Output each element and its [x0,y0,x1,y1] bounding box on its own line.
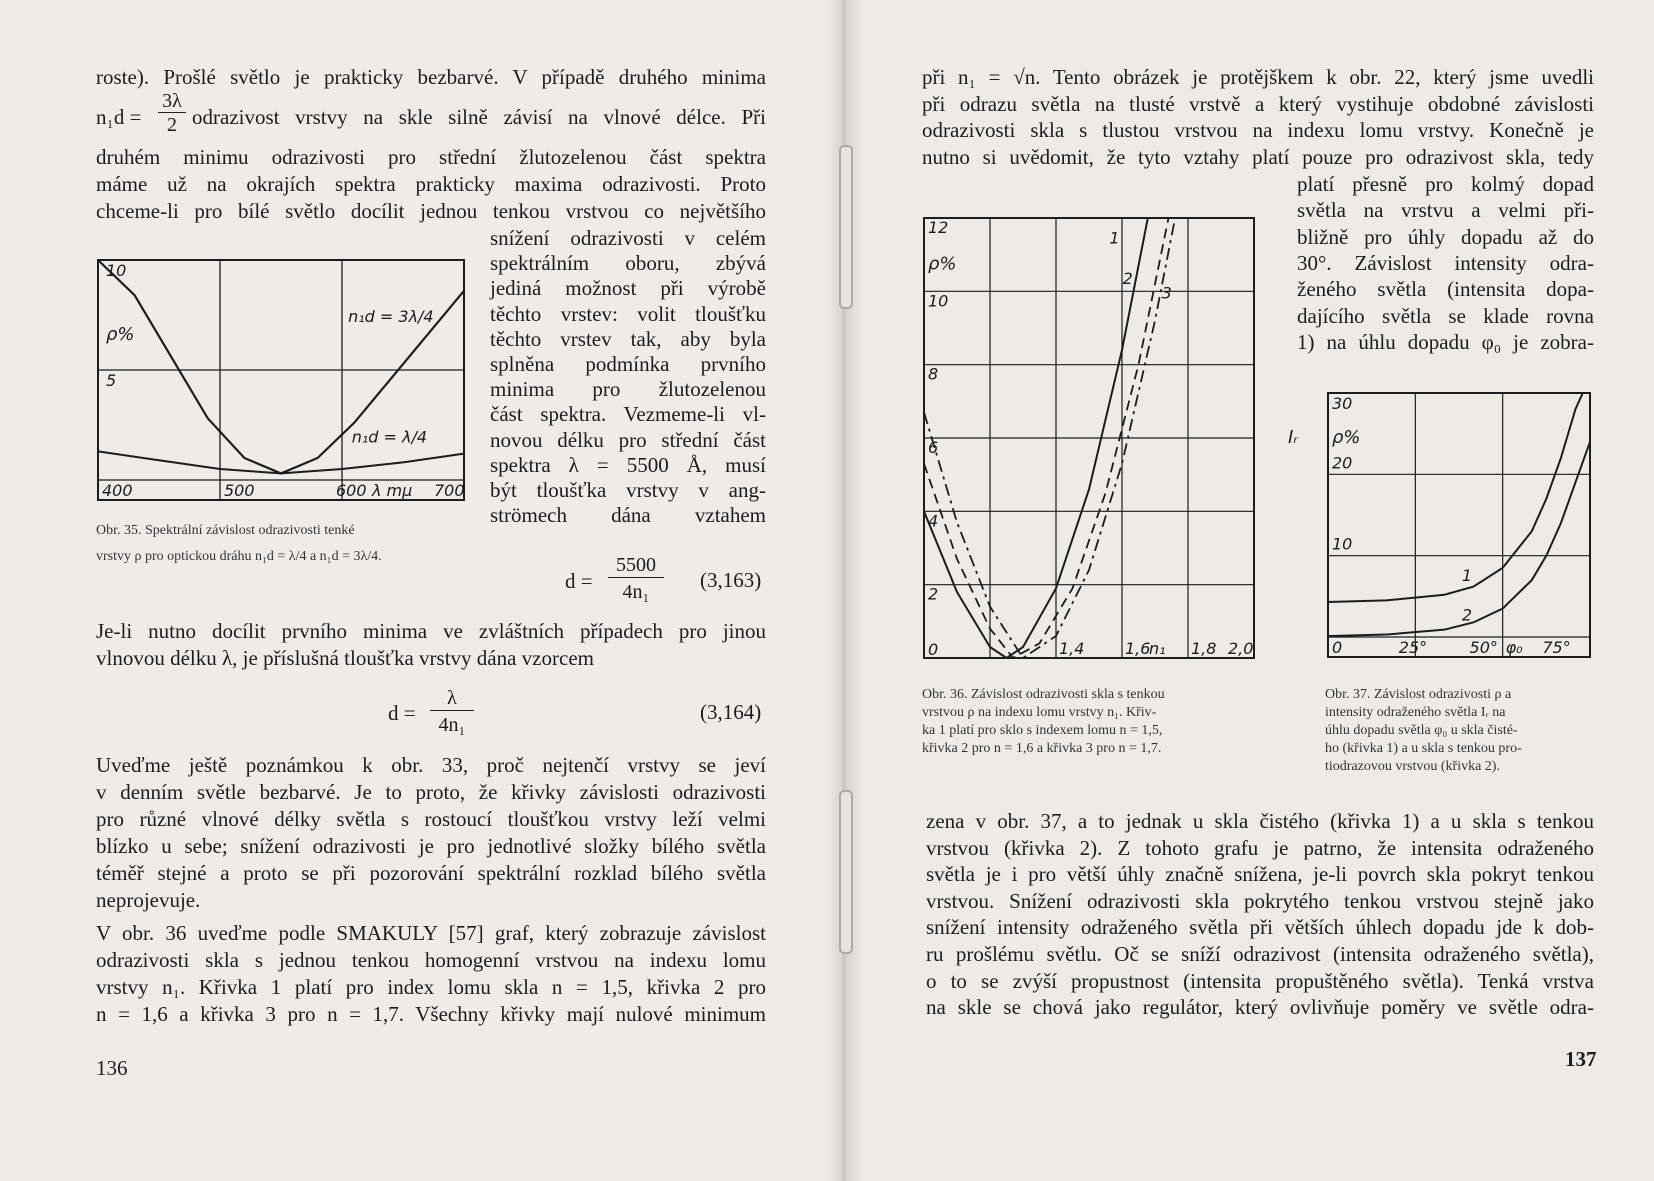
caption37-line-5: tiodrazovou vrstvou (křivka 2). [1325,759,1500,774]
para3-line-6: neprojevuje. [96,888,201,912]
caption36-line-4: křivka 2 pro n = 1,6 a křivka 3 pro n = 1,7. [922,741,1162,756]
para4-line-4: n = 1,6 a křivka 3 pro n = 1,7. Všechny křivky mají nulové minimum [96,1002,766,1026]
obr36-label-3: 3 [1161,283,1172,303]
right-para-line-1: zena v obr. 37, a to jednak u skla čistého (křivka 1) a u skla s tenkou [926,809,1594,833]
caption36-line-2: vrstvou ρ na indexu lomu vrstvy n₁. Křiv- [922,705,1157,720]
eq163-den: 4n₁ [622,581,650,603]
obr37-curve-2 [1328,442,1590,636]
obr37-curve-1 [1328,385,1590,602]
obr36-xtick-5: 2,0 [1228,639,1254,658]
obr35-label-lambda4: n₁d = λ/4 [351,427,428,447]
eq164-num: λ [430,686,474,711]
eq163-num: 5500 [608,553,664,578]
left-side-line-4: těchto vrstev: volit tloušťku [490,301,766,326]
obr36-label-2: 2 [1122,269,1133,288]
obr37-xtick-0: 0 [1332,638,1343,657]
right-para-line-3: světla je i pro větší úhly značně snížena, je-li povrch skla pokryt tenkou [926,862,1594,887]
right-para-line-4: vrstvou. Snížení odrazivosti skla pokrytého tenkou vrstvou stejně jako [926,888,1594,913]
right-top-line-3: odrazivosti skla s tlustou vrstvou na indexu lomu vrstvy. Konečně je [922,118,1594,142]
right-para-line-7: o to se zvýší propustnost (intensita propuštěného světla). Tenká vrstva [926,968,1594,993]
right-side-line-4: 30°. Závislost intensity odra- [1297,250,1594,275]
para2-line-1: Je-li nutno docílit prvního minima ve zvláštních případech pro jinou [96,619,766,643]
para2-line-2: vlnovou délku λ, je příslušná tloušťka vrstvy dána vzorcem [96,646,594,670]
caption36-line-1: Obr. 36. Závislost odrazivosti skla s tenkou [922,687,1165,702]
eq164-number: (3,164) [700,700,762,724]
left-line-3: druhém minimu odrazivosti pro střední žlutozelenou část spektra [96,145,766,169]
left-side-line-1: snížení odrazivosti v celém [490,226,766,250]
para4-line-3: vrstvy n₁. Křivka 1 platí pro index lomu skla n = 1,5, křivka 2 pro [96,975,766,999]
para3-line-5: téměř stejné a proto se při pozorování spektrální rozklad bílého světla [96,861,766,885]
obr37-label-2: 2 [1461,605,1473,625]
para3-line-4: blízko u sebe; snížení odrazivosti je pro jednotlivé složky bílého světla [96,834,766,858]
right-top-line-2: při odrazu světla na tlusté vrstvě a který vystihuje obdobné závislosti [922,91,1594,116]
left-line-1: roste). Prošlé světlo je prakticky bezbarvé. V případě druhého minima [96,65,766,89]
para4-line-2: odrazivosti skla s jednou tenkou homogenní vrstvou na indexu lomu [96,948,766,972]
obr35-label-3lambda4: n₁d = 3λ/4 [348,307,434,326]
left-side-line-3: jediná možnost při výrobě [490,276,766,301]
obr37-ytick-10: 10 [1332,534,1353,554]
right-side-line-3: bližně pro úhly dopadu až do [1297,224,1594,249]
obr36-ytick-2: 2 [928,584,939,604]
eq163-number: (3,163) [700,568,762,592]
staple-top [839,145,853,309]
right-side-line-7: 1) na úhlu dopadu φ₀ je zobra- [1297,329,1594,354]
left-side-line-5: těchto vrstev tak, aby byla [490,326,766,351]
caption36-line-3: ka 1 platí pro sklo s indexem lomu n = 1,5, [922,723,1163,738]
obr35-xtick-400: 400 [102,481,133,500]
chart-obr36 [910,212,1262,672]
obr35-xlabel: λ mμ [372,481,413,500]
right-side-line-1: platí přesně pro kolmý dopad [1297,172,1594,196]
left-line-4: máme už na okrajích spektra prakticky maxima odrazivosti. Proto [96,172,766,196]
right-para-line-5: snížení intensity odraženého světla při větších úhlech dopadu jde k dob- [926,915,1594,940]
left-side-line-9: novou délku pro střední část [490,427,766,452]
obr37-xtick-75: 75° [1542,638,1571,657]
eq164-lhs: d = [388,701,416,725]
obr37-ytick-30: 30 [1332,394,1353,413]
obr37-ylabel: ρ% [1332,427,1361,448]
para3-line-2: v denním světle bezbarvé. Je to proto, že křivky závislosti odrazivosti [96,780,766,804]
right-top-line-1: při n₁ = √n. Tento obrázek je protějškem k obr. 22, který jsme uvedli [922,65,1594,89]
obr36-xtick-4: 1,8 [1191,639,1217,658]
obr36-curve-2 [924,212,1172,658]
obr35-xtick-700: 700 [434,481,465,500]
left-line-5: chceme-li pro bílé světlo docílit jednou tenkou vrstvou co největšího [96,199,766,223]
obr36-ytick-12: 12 [928,218,949,237]
right-side-line-2: světla na vrstvu a velmi při- [1297,198,1594,223]
obr37-xtick-25: 25° [1398,638,1428,657]
caption37-line-1: Obr. 37. Závislost odrazivosti ρ a [1325,687,1512,702]
left-side-line-12: strömech dána vztahem [490,503,766,528]
eq164-den: 4n₁ [438,714,466,736]
obr35-ylabel: ρ% [106,324,135,345]
obr36-xtick-2: 1,6 [1125,639,1151,658]
para3-line-1: Uveďme ještě poznámkou k obr. 33, proč nejtenčí vrstvy se jeví [96,753,766,777]
obr35-xtick-500: 500 [224,481,255,500]
obr36-ytick-0: 0 [928,640,939,659]
right-top-line-4: nutno si uvědomit, že tyto vztahy platí pouze pro odrazivost skla, tedy [922,144,1594,169]
left-line-2: odrazivost vrstvy na skle silně závisí na vlnové délce. Při [192,105,766,129]
obr37-curves [1328,385,1590,636]
obr36-label-1: 1 [1109,228,1120,248]
obr35-xtick-600: 600 [336,481,367,500]
obr37-xtick-50: 50° [1469,638,1498,657]
obr37-frame [1328,393,1590,657]
caption35-line-1: Obr. 35. Spektrální závislost odrazivosti tenké [96,523,355,538]
para4-line-1: V obr. 36 uveďme podle SMAKULY [57] graf, který zobrazuje závislost [96,921,766,945]
eq-n1d-num: 3λ [158,90,186,113]
right-para-line-2: vrstvou (křivka 2). Z tohoto grafu je patrno, že intensita odraženého [926,835,1594,860]
obr35-frame [98,260,464,500]
obr36-xtick-3: n₁ [1149,639,1166,658]
chart-obr35-svg [96,258,466,508]
caption37-line-3: úhlu dopadu světla φ₀ u skla čisté- [1325,723,1518,738]
eq-n1d-lhs: n₁d = [96,105,142,129]
obr36-ytick-6: 6 [928,438,939,457]
chart-obr35 [96,258,466,508]
left-side-line-2: spektrálním oboru, zbývá [490,251,766,276]
right-para-line-6: ru prošlému světlu. Oč se sníží odrazivost (intensita odraženého světla), [926,942,1594,966]
obr37-ytick-20: 20 [1332,453,1353,473]
obr36-ytick-8: 8 [928,364,939,384]
obr37-label-1: 1 [1461,565,1473,585]
caption37-line-4: ho (křivka 1) a u skla s tenkou pro- [1325,741,1522,756]
left-side-line-10: spektra λ = 5500 Å, musí [490,452,766,477]
eq163-lhs: d = [565,569,593,593]
left-side-line-6: splněna podmínka prvního [490,352,766,376]
obr36-ytick-4: 4 [928,511,939,531]
caption35-line-2: vrstvy ρ pro optickou dráhu n₁d = λ/4 a n₁d = 3λ/4. [96,549,382,564]
obr37-xlabel: φ₀ [1505,638,1523,657]
obr35-ytick-10: 10 [106,261,127,280]
obr36-ylabel: ρ% [928,253,957,275]
staple-bottom [839,790,853,954]
right-side-line-6: dajícího světla se klade rovna [1297,303,1594,328]
chart-obr36-svg [910,212,1262,672]
left-side-line-8: část spektra. Vezmeme-li vl- [490,402,766,427]
page-number-right: 137 [1565,1047,1597,1071]
obr36-ytick-10: 10 [928,291,949,311]
eq-n1d-den: 2 [167,114,177,136]
caption37-line-2: intensity odraženého světla Iᵣ na [1325,705,1506,720]
left-side-line-7: minima pro žlutozelenou [490,377,766,402]
right-para-line-8: na skle se chová jako regulátor, který ovlivňuje poměry ve světle odra- [926,995,1594,1020]
obr35-curve-lambda4 [98,451,464,473]
obr37-ir-label: Iᵣ [1288,427,1298,448]
left-side-line-11: být tloušťka vrstvy v ang- [490,478,766,502]
obr35-ytick-5: 5 [106,371,117,390]
chart-obr37-svg [1282,385,1602,675]
page-number-left: 136 [96,1056,128,1080]
chart-obr37 [1282,385,1602,675]
para3-line-3: pro různé vlnové délky světla s rostoucí tloušťkou vrstvy leží velmi [96,807,766,831]
obr36-xtick-1: 1,4 [1059,639,1085,658]
right-side-line-5: ženého světla (intensita dopa- [1297,277,1594,302]
